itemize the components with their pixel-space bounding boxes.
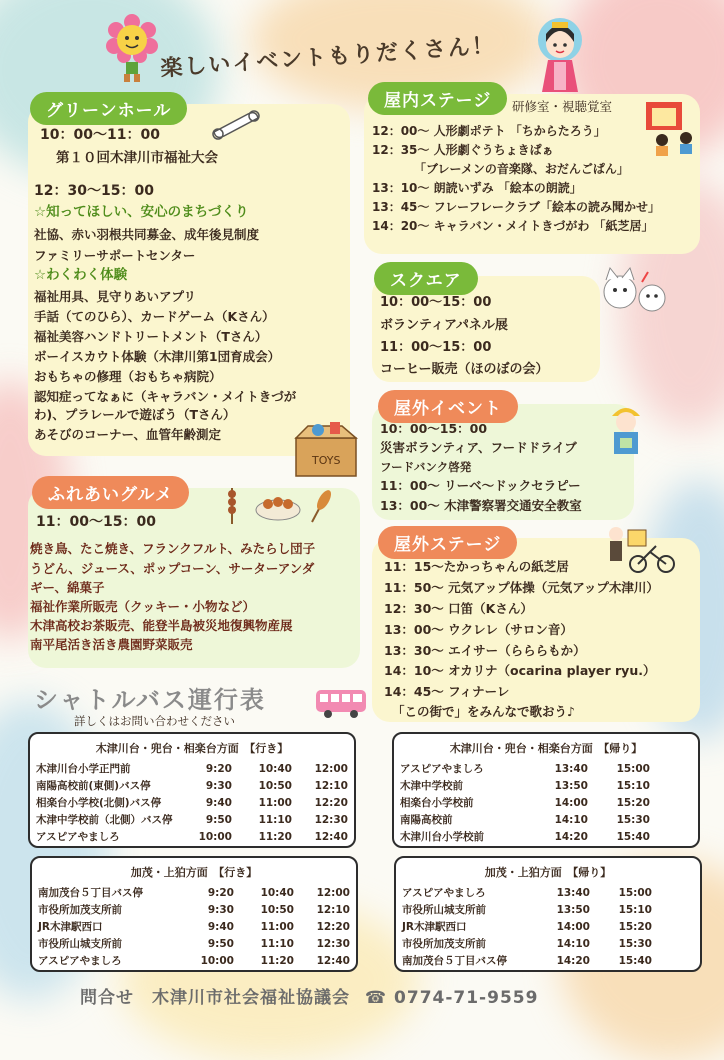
table-row xyxy=(402,935,652,952)
indoor-line: 「ブレーメンの音楽隊、おだんごぱん」 xyxy=(372,162,629,176)
time-cell: 15:20 xyxy=(616,796,650,809)
stop-name: 市役所山城支所前 xyxy=(38,938,122,950)
time-cell: 9:30 xyxy=(207,903,234,916)
square-line: 11：00〜15：00 xyxy=(380,340,492,355)
table-header: 木津川台・兜台・相楽台方面 【帰り】 xyxy=(449,742,643,755)
green-hall-line: 福祉美容ハンドトリートメント（Tさん） xyxy=(34,329,268,344)
footer-contact xyxy=(80,983,538,1008)
time-cell: 15:40 xyxy=(618,954,652,967)
shuttle-table-kizugawadai-return xyxy=(392,732,700,848)
outdoor-event-line: 災害ボランティア、フードドライブ xyxy=(380,440,577,455)
food-skewers-icon xyxy=(220,484,340,528)
phone-icon: ☎ xyxy=(364,988,388,1008)
gourmet-line: 木津高校お茶販売、能登半島被災地復興物産展 xyxy=(30,618,293,633)
time-cell: 15:40 xyxy=(616,830,650,843)
outdoor-stage-line: 「この街で」をみんなで歌おう♪ xyxy=(392,704,575,719)
time-cell: 9:30 xyxy=(205,779,232,792)
indoor-schedule xyxy=(372,122,660,236)
table-header: 加茂・上狛方面 【帰り】 xyxy=(484,866,612,879)
stop-name: 相楽台小学校(北側)バス停 xyxy=(36,797,162,809)
time-cell: 9:40 xyxy=(207,920,234,933)
table-row xyxy=(400,828,650,845)
stop-name: アスピアやましろ xyxy=(38,955,122,967)
gourmet-line: ギー、綿菓子 xyxy=(30,580,105,595)
table-row xyxy=(36,794,348,811)
gourmet-line: うどん、ジュース、ポップコーン、サーターアンダ xyxy=(30,561,315,576)
table-header: 加茂・上狛方面 【行き】 xyxy=(130,866,258,879)
outdoor-stage-line: 11：50〜 元気アップ体操（元気アップ木津川） xyxy=(384,580,659,595)
green-hall-sub1: ☆知ってほしい、安心のまちづくり xyxy=(34,204,249,220)
stop-name: アスピアやましろ xyxy=(400,763,484,775)
green-hall-sub2: ☆わくわく体験 xyxy=(34,267,128,283)
time-cell: 9:50 xyxy=(205,813,232,826)
table-row xyxy=(402,952,652,969)
green-hall-time2: 12：30〜15：00 xyxy=(34,183,154,199)
scroll-icon xyxy=(208,108,264,142)
indoor-line: 12：00〜 人形劇ポテト 「ちからたろう」 xyxy=(372,124,606,138)
time-cell: 14:10 xyxy=(556,937,590,950)
green-hall-time1: 10：00〜11：00 xyxy=(40,127,160,143)
time-cell: 12:40 xyxy=(316,954,350,967)
stop-name: 南加茂台５丁目バス停 xyxy=(402,955,507,967)
time-cell: 12:00 xyxy=(316,886,350,899)
table-row xyxy=(36,760,348,777)
green-hall-line: わ)、プラレールで遊ぼう（Tさん） xyxy=(34,407,236,422)
stop-name: アスピアやましろ xyxy=(402,887,486,899)
toy-box-icon xyxy=(290,420,362,478)
time-cell: 9:50 xyxy=(207,937,234,950)
outdoor-event-line: 13：00〜 木津警察署交通安全教室 xyxy=(380,498,582,513)
time-cell: 10:00 xyxy=(200,954,234,967)
stop-name: 南加茂台５丁目バス停 xyxy=(38,887,143,899)
table-row xyxy=(38,884,350,901)
green-hall-line: 認知症ってなぁに（キャラバン・メイトきづが xyxy=(34,389,297,404)
time-cell: 14:10 xyxy=(554,813,588,826)
princess-mascot-icon xyxy=(530,14,590,94)
indoor-stage-header: 屋内ステージ xyxy=(368,82,507,115)
table-row xyxy=(36,811,348,828)
time-cell: 10:40 xyxy=(260,886,294,899)
outdoor-stage-line: 13：30〜 エイサー（らららもか） xyxy=(384,643,586,658)
time-cell: 13:50 xyxy=(556,903,590,916)
green-hall-line: 手話（てのひら）、カードゲーム（Kさん） xyxy=(34,309,275,324)
stop-name: JR木津駅西口 xyxy=(38,921,103,933)
outdoor-event-line: フードバンク啓発 xyxy=(380,460,472,474)
green-hall-event1: 第１０回木津川市福祉大会 xyxy=(56,150,218,166)
outdoor-event-line: 11：00〜 リーベ〜ドックセラピー xyxy=(380,478,581,493)
time-cell: 14:00 xyxy=(554,796,588,809)
green-hall-line: ファミリーサポートセンター xyxy=(34,248,196,263)
time-cell: 15:00 xyxy=(618,886,652,899)
time-cell: 14:20 xyxy=(556,954,590,967)
shuttle-table-kamo-go xyxy=(30,856,358,972)
table-row xyxy=(38,901,350,918)
square-line: コーヒー販売（ほのぼの会） xyxy=(380,362,549,377)
indoor-line: 14：20〜 キャラバン・メイトきづがわ 「紙芝居」 xyxy=(372,219,654,233)
stop-name: アスピアやましろ xyxy=(36,831,120,843)
green-hall-line: 社協、赤い羽根共同募金、成年後見制度 xyxy=(34,227,260,242)
square-line: 10：00〜15：00 xyxy=(380,295,492,310)
table-row xyxy=(36,777,348,794)
time-cell: 9:20 xyxy=(205,762,232,775)
time-cell: 12:20 xyxy=(316,920,350,933)
table-row xyxy=(400,777,650,794)
time-cell: 12:10 xyxy=(316,903,350,916)
table-row xyxy=(38,952,350,969)
shuttle-title: シャトルバス運行表 xyxy=(34,686,266,714)
time-cell: 11:10 xyxy=(258,813,292,826)
indoor-line: 13：10〜 朗読いずみ 「絵本の朗読」 xyxy=(372,181,582,195)
outdoor-stage-line: 13：00〜 ウクレレ（サロン音） xyxy=(384,622,573,637)
time-cell: 10:50 xyxy=(260,903,294,916)
time-cell: 13:40 xyxy=(556,886,590,899)
gourmet-time: 11：00〜15：00 xyxy=(36,514,156,530)
green-hall-line: あそびのコーナー、血管年齢測定 xyxy=(34,427,222,442)
time-cell: 15:30 xyxy=(616,813,650,826)
toy-box-label: TOYS xyxy=(312,454,341,467)
stop-name: 相楽台小学校前 xyxy=(400,797,474,809)
time-cell: 13:50 xyxy=(554,779,588,792)
stop-name: 木津中学校前（北側）バス停 xyxy=(36,814,173,826)
stop-name: 南陽高校前(東側)バス停 xyxy=(36,780,151,792)
table-row xyxy=(400,794,650,811)
stop-name: 市役所加茂支所前 xyxy=(402,938,486,950)
stop-name: 市役所加茂支所前 xyxy=(38,904,122,916)
gourmet-line: 南平尾活き活き農園野菜販売 xyxy=(30,637,193,652)
time-cell: 15:10 xyxy=(618,903,652,916)
table-header: 木津川台・兜台・相楽台方面 【行き】 xyxy=(95,742,289,755)
table-row xyxy=(402,884,652,901)
indoor-line: 13：45〜 フレーフレークラブ「絵本の読み聞かせ」 xyxy=(372,200,661,214)
stop-name: 南陽高校前 xyxy=(400,814,453,826)
time-cell: 12:40 xyxy=(314,830,348,843)
shuttle-note: 詳しくはお問い合わせください xyxy=(74,714,235,728)
table-row xyxy=(402,918,652,935)
cat-mascots-icon xyxy=(598,264,672,320)
gourmet-header: ふれあいグルメ xyxy=(32,476,189,509)
time-cell: 12:20 xyxy=(314,796,348,809)
green-hall-header: グリーンホール xyxy=(30,92,187,125)
green-hall-line: ボーイスカウト体験（木津川第1団育成会） xyxy=(34,349,281,364)
gourmet-line: 焼き鳥、たこ焼き、フランクフルト、みたらし団子 xyxy=(30,541,316,556)
indoor-venue: 研修室・視聴覚室 xyxy=(512,99,613,114)
outdoor-stage-line: 11：15〜たかっちゃんの紙芝居 xyxy=(384,559,569,574)
kamishibai-bicycle-icon xyxy=(604,524,678,574)
time-cell: 12:30 xyxy=(314,813,348,826)
time-cell: 11:00 xyxy=(258,796,292,809)
time-cell: 14:20 xyxy=(554,830,588,843)
phone-number[interactable]: 0774-71-9559 xyxy=(394,988,539,1008)
time-cell: 11:00 xyxy=(260,920,294,933)
time-cell: 12:10 xyxy=(314,779,348,792)
time-cell: 13:40 xyxy=(554,762,588,775)
time-cell: 15:00 xyxy=(616,762,650,775)
time-cell: 15:30 xyxy=(618,937,652,950)
stop-name: 木津中学校前 xyxy=(400,780,463,792)
outdoor-event-header: 屋外イベント xyxy=(378,390,518,423)
contact-label: 問合せ 木津川市社会福祉協議会 xyxy=(80,988,350,1008)
page-title: 楽しいイベントもりだくさん！ xyxy=(159,33,497,82)
flower-mascot-icon xyxy=(104,14,160,84)
gourmet-line: 福祉作業所販売（クッキー・小物など） xyxy=(30,599,256,614)
time-cell: 10:40 xyxy=(258,762,292,775)
stop-name: JR木津駅西口 xyxy=(402,921,467,933)
outdoor-event-line: 10：00〜15：00 xyxy=(380,421,488,436)
green-hall-line: おもちゃの修理（おもちゃ病院） xyxy=(34,369,222,384)
outdoor-stage-header: 屋外ステージ xyxy=(378,526,517,559)
time-cell: 9:20 xyxy=(207,886,234,899)
time-cell: 10:00 xyxy=(198,830,232,843)
shuttle-table-kamo-return xyxy=(394,856,702,972)
time-cell: 11:20 xyxy=(260,954,294,967)
stop-name: 木津川台小学正門前 xyxy=(36,763,131,775)
time-cell: 11:10 xyxy=(260,937,294,950)
worker-icon xyxy=(604,400,648,464)
table-row xyxy=(400,760,650,777)
outdoor-stage-line: 14：10〜 オカリナ（ocarina player ryu.） xyxy=(384,663,656,678)
time-cell: 9:40 xyxy=(205,796,232,809)
outdoor-stage-line: 14：45〜 フィナーレ xyxy=(384,684,510,699)
time-cell: 12:30 xyxy=(316,937,350,950)
indoor-line: 12：35〜 人形劇ぐうちょきぱぁ xyxy=(372,143,554,157)
stop-name: 木津川台小学校前 xyxy=(400,831,484,843)
bus-icon xyxy=(314,686,370,720)
time-cell: 10:50 xyxy=(258,779,292,792)
time-cell: 14:00 xyxy=(556,920,590,933)
table-row xyxy=(38,918,350,935)
time-cell: 15:10 xyxy=(616,779,650,792)
square-line: ボランティアパネル展 xyxy=(380,318,508,333)
time-cell: 11:20 xyxy=(258,830,292,843)
square-header: スクエア xyxy=(374,262,478,295)
table-row xyxy=(402,901,652,918)
outdoor-stage-line: 12：30〜 口笛（Kさん） xyxy=(384,601,533,616)
table-row xyxy=(38,935,350,952)
table-row xyxy=(400,811,650,828)
green-hall-line: 福祉用具、見守りあいアプリ xyxy=(34,289,197,304)
time-cell: 15:20 xyxy=(618,920,652,933)
table-row xyxy=(36,828,348,845)
time-cell: 12:00 xyxy=(314,762,348,775)
stop-name: 市役所山城支所前 xyxy=(402,904,486,916)
shuttle-table-kizugawadai-go xyxy=(28,732,356,848)
